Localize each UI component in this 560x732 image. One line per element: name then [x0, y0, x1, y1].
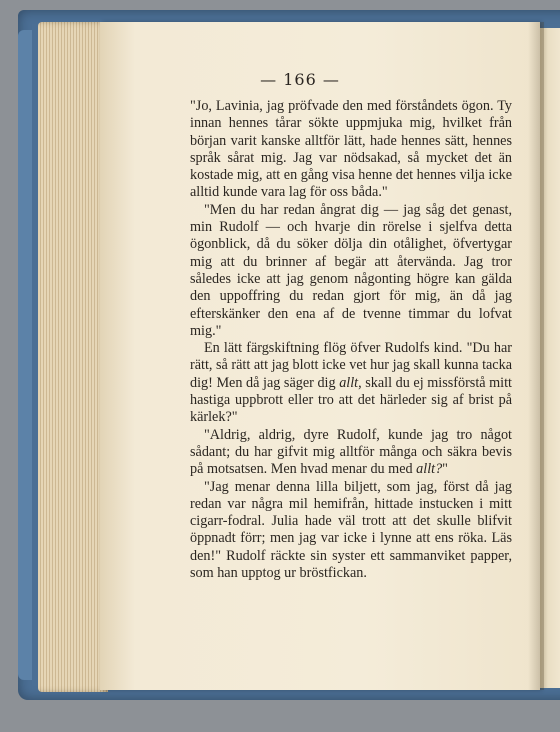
page-edges — [38, 22, 108, 692]
paragraph — [190, 427, 512, 479]
paragraph-text: , skall du ej missförstå mitt hastiga uppbrott eller tro att det härleder sig af brist på kärlek?" — [190, 374, 513, 426]
gutter-shadow — [528, 22, 544, 690]
emphasized-word: allt — [339, 374, 359, 391]
paragraph-text: " — [442, 461, 448, 478]
paragraph-text: "Aldrig, aldrig, dyre Rudolf, kunde jag tro något sådant; du har gifvit mig alltför många och säkra bevis på motsatsen. Men hvad menar du med — [190, 426, 512, 478]
page-text — [190, 98, 512, 582]
paragraph-text: En lätt färgskiftning flög öfver Rudolfs kind. "Du har rätt, så rätt att jag blott icke vet hur jag skall kunna tacka dig! Men då jag säger dig — [190, 340, 512, 391]
paragraph: "Jo, Lavinia, jag pröfvade den med förståndets ögon. Ty innan hennes tårar sökte uppmjuka mig, hvilket från början varit kanske alltför lätt, hade hennes sätt, hennes språk sårat mig. Jag var nödsakad, så mycket det än kostade mig, att en gång visa henne det hennes vilja icke alltid kunde vara lag för oss båda." — [190, 98, 512, 201]
page-number: — 166 — — [260, 70, 340, 89]
paragraph — [190, 340, 512, 426]
emphasized-word: allt? — [416, 461, 443, 478]
book-cover-edge — [18, 30, 32, 680]
paragraph: "Jag menar denna lilla biljett, som jag, först då jag redan var några mil hemifrån, hittade instucken i mitt cigarr-fodral. Julia hade väl trott att det skulle blifvit öppnadt förr; men jag var icke i lynne att ens röka. Läs den!" Rudolf räckte sin syster ett sammanviket papper, som han upptog ur bröstfickan. — [190, 478, 512, 582]
paragraph: "Men du har redan ångrat dig — jag såg det genast, min Rudolf — och hvarje din rörelse i sjelfva detta ögonblick, då du söker dölja din otålighet, öfvertygar mig att du brinner af begär att återvända. Jag tror således icke att jag genom någonting högre kan gälda den uppoffring du redan gjort för mig, än då jag efterskänker den ena af de tvenne timmar du lofvat mig." — [190, 201, 512, 339]
